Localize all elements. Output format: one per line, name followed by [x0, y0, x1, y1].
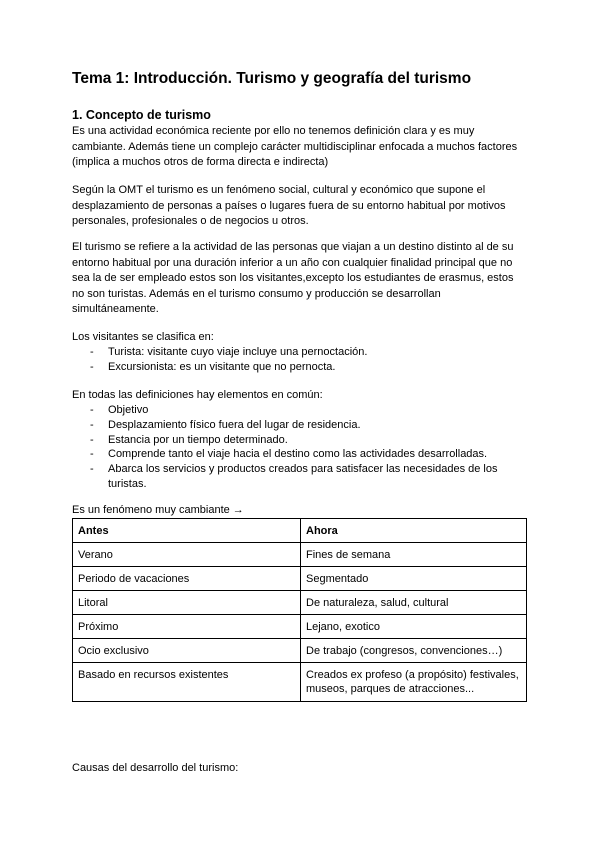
table-cell: Segmentado [301, 567, 527, 591]
paragraph-line: El turismo se refiere a la actividad de las personas que viajan a un destino distinto al de su [72, 241, 514, 253]
elements-intro [72, 388, 532, 404]
list-marker: - [90, 360, 94, 373]
table-cell: Fines de semana [301, 543, 527, 567]
list-marker: - [90, 448, 94, 461]
table-cell: De trabajo (congresos, convenciones…) [301, 639, 527, 663]
list-item-text: Turista: visitante cuyo viaje incluye una pernoctación. [108, 346, 368, 358]
paragraph-intro [72, 124, 532, 171]
list-item [90, 403, 540, 418]
table-cell [301, 663, 527, 702]
visitors-intro [72, 330, 532, 346]
list-item-text: Desplazamiento físico fuera del lugar de residencia. [108, 418, 361, 431]
paragraph-line: Los visitantes se clasifica en: [72, 331, 214, 343]
table-row [73, 639, 527, 663]
list-marker: - [90, 433, 94, 446]
list-item [90, 433, 540, 448]
table-header-row [73, 519, 527, 543]
table-cell: Ocio exclusivo [73, 639, 301, 663]
paragraph-line: cambiante. Además tiene un complejo carácter multidisciplinar enfocada a muchos factores [72, 140, 518, 153]
list-item [90, 418, 540, 433]
causes-heading: Causas del desarrollo del turismo: [72, 762, 239, 774]
comparison-table [72, 518, 527, 702]
paragraph-line: simultáneamente. [72, 303, 159, 316]
table-row [73, 591, 527, 615]
table-header-cell: Antes [73, 519, 301, 543]
table-row [73, 567, 527, 591]
paragraph-line: no son turistas. Además en el turismo consumo y producción se desarrollan [72, 287, 441, 300]
paragraph-line: Es una actividad económica reciente por ello no tenemos definición clara y es muy [72, 125, 475, 137]
paragraph-line: personales, profesionales o de negocios u otros. [72, 215, 309, 228]
table-cell-line: Creados ex profeso (a propósito) festivales, [306, 669, 519, 681]
paragraph-definition [72, 240, 532, 318]
list-item-text: Objetivo [108, 404, 149, 416]
list-item-text: Abarca los servicios y productos creados para satisfacer las necesidades de los [108, 463, 498, 476]
paragraph-omt [72, 183, 532, 230]
paragraph-line: sea la de ser empleado estos son los visitantes,excepto los estudiantes de erasmus, estos [72, 272, 514, 285]
table-row [73, 663, 527, 702]
paragraph-line: Es un fenómeno muy cambiante → [72, 504, 244, 516]
paragraph-line: desplazamiento de personas a países o lugares fuera de su entorno habitual por motivos [72, 199, 506, 212]
table-intro [72, 503, 532, 519]
paragraph-line: entorno habitual por una duración inferior a un año con cualquier finalidad principal que no [72, 256, 513, 269]
list-item [90, 345, 540, 360]
table-cell: Periodo de vacaciones [73, 567, 301, 591]
list-item-text: Estancia por un tiempo determinado. [108, 433, 288, 446]
list-item [90, 462, 540, 492]
list-item [90, 360, 540, 375]
list-marker: - [90, 463, 94, 476]
list-item-text: Excursionista: es un visitante que no pernocta. [108, 360, 336, 373]
table-cell: Próximo [73, 615, 301, 639]
table-row [73, 543, 527, 567]
visitors-list [90, 345, 540, 375]
list-marker: - [90, 404, 94, 416]
table-cell-line: museos, parques de atracciones... [306, 683, 475, 695]
section-heading: 1. Concepto de turismo [72, 108, 211, 122]
table-cell: Lejano, exotico [301, 615, 527, 639]
paragraph-line: En todas las definiciones hay elementos en común: [72, 389, 323, 401]
table-cell: Basado en recursos existentes [73, 663, 301, 702]
elements-list [90, 403, 540, 492]
paragraph-line: Según la OMT el turismo es un fenómeno social, cultural y económico que supone el [72, 184, 486, 196]
table-cell: Verano [73, 543, 301, 567]
list-item-text: Comprende tanto el viaje hacia el destino como las actividades desarrolladas. [108, 448, 488, 461]
list-marker: - [90, 418, 94, 431]
paragraph-line: (implica a muchos otros de forma directa e indirecta) [72, 156, 329, 169]
list-item-text: turistas. [108, 477, 147, 490]
list-item [90, 447, 540, 462]
table-row [73, 615, 527, 639]
page-title: Tema 1: Introducción. Turismo y geografía del turismo [72, 70, 472, 87]
table-cell: Litoral [73, 591, 301, 615]
table-header-cell: Ahora [301, 519, 527, 543]
table-cell: De naturaleza, salud, cultural [301, 591, 527, 615]
list-marker: - [90, 346, 94, 358]
